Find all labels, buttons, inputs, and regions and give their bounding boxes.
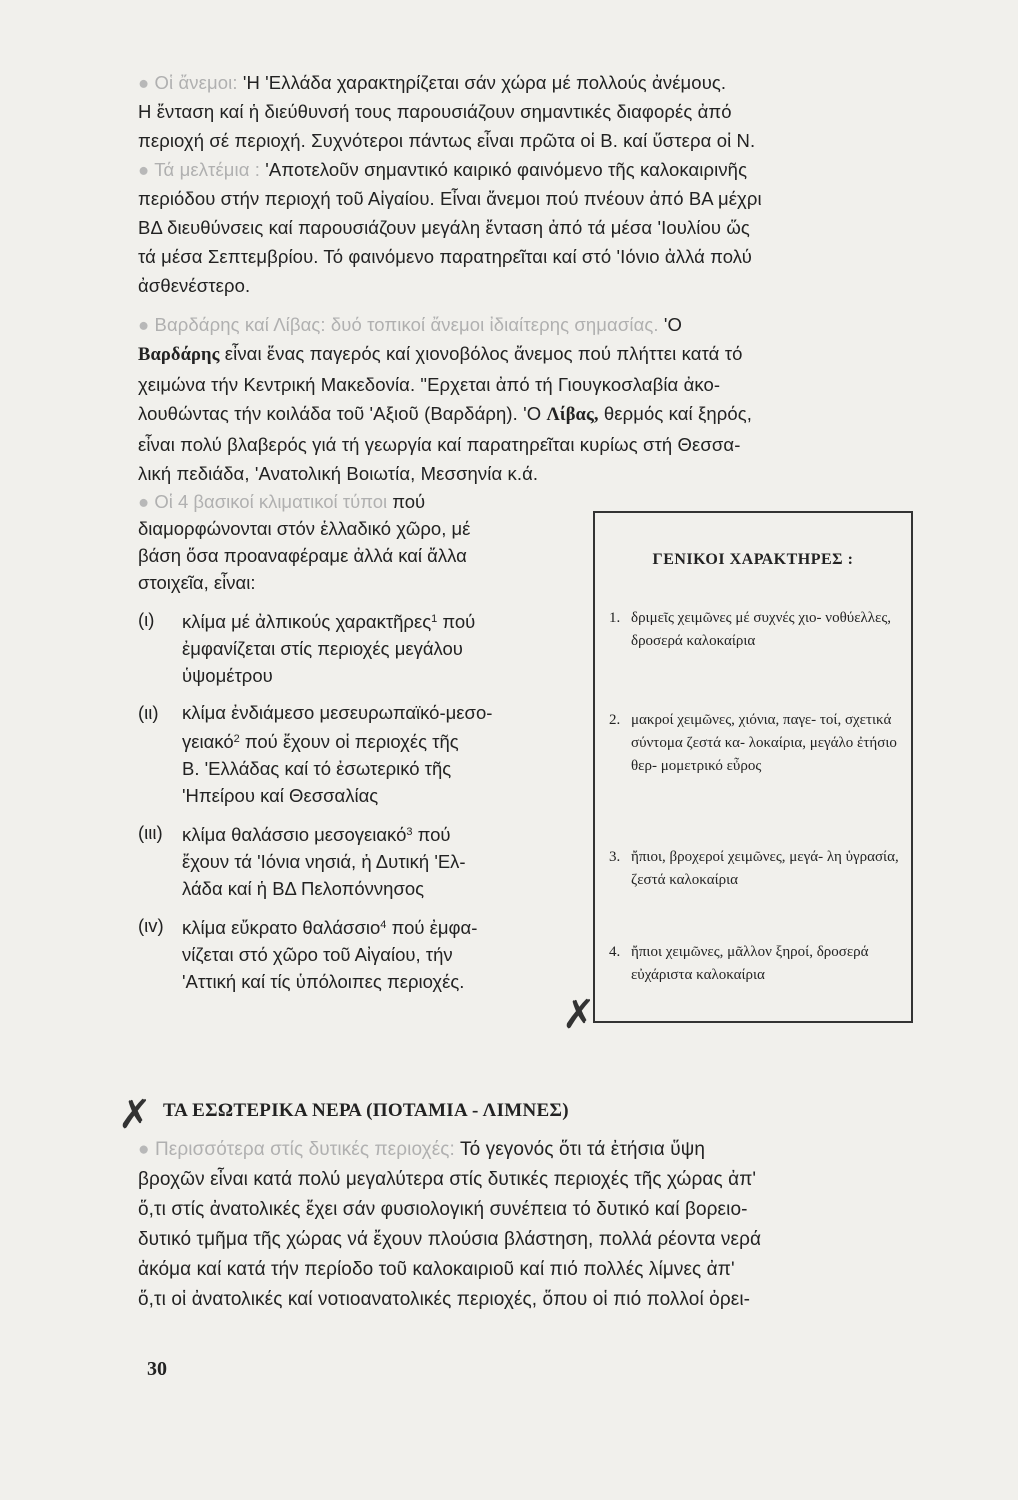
types-intro-4: στοιχεῖα, εἶναι: <box>138 572 256 593</box>
climate-type-4 <box>138 912 578 995</box>
box-title: ΓΕΝΙΚΟΙ ΧΑΡΑΚΤΗΡΕΣ : <box>652 551 854 568</box>
vardaris-line-4-start: λουθώντας τήν κοιλάδα τοῦ 'Αξιοῦ (Βαρδάρη). 'Ο <box>138 403 542 424</box>
handwritten-x-mark-icon: ✗ <box>562 992 596 1038</box>
climate-type-2 <box>138 699 578 809</box>
item-text: κλίμα μέ ἀλπικούς χαρακτῆρες <box>182 611 432 632</box>
box-item-number: 4. <box>609 944 621 960</box>
types-intro-3: βάση ὅσα προαναφέραμε ἀλλά καί ἄλλα <box>138 545 467 566</box>
footnote-ref: 4 <box>380 919 387 931</box>
vardaris-line-2: εἶναι ἕνας παγερός καί χιονοβόλος ἄνεμος πού πλήττει κατά τό <box>224 343 743 364</box>
item-number: (ιιι) <box>138 822 163 843</box>
handwritten-x-mark-icon: ✗ <box>118 1092 152 1138</box>
item-text: ἐμφανίζεται στίς περιοχές μεγάλου <box>182 638 463 659</box>
item-number: (ι) <box>138 609 155 630</box>
item-text: κλίμα εὔκρατο θαλάσσιο <box>182 917 381 938</box>
inland-lead: Περισσότερα στίς δυτικές περιοχές: <box>154 1139 455 1160</box>
box-item-4 <box>609 941 901 987</box>
item-text: 'Ηπείρου καί Θεσσαλίας <box>182 785 379 806</box>
item-number: (ιv) <box>138 915 164 936</box>
box-item-text: δριμεῖς χειμῶνες μέ συχνές χιο- νοθύελλες, δροσερά καλοκαίρια <box>631 610 892 649</box>
box-item-number: 3. <box>609 849 621 865</box>
item-text: 'Αττική καί τίς ὑπόλοιπες περιοχές. <box>182 971 465 992</box>
footnote-ref: 1 <box>431 613 438 625</box>
item-text: κλίμα θαλάσσιο μεσογειακό <box>182 824 407 845</box>
vardaris-line-1-tail: 'Ο <box>663 314 683 335</box>
meltemia-line-1: 'Αποτελοῦν σημαντικό καιρικό φαινόμενο τῆς καλοκαιρινῆς <box>265 159 748 180</box>
types-intro-2: διαμορφώνονται στόν ἑλλαδικό χῶρο, μέ <box>138 518 471 539</box>
vardaris-name: Βαρδάρης <box>138 345 220 365</box>
footnote-ref: 2 <box>233 733 240 745</box>
meltemia-line-2: περιόδου στήν περιοχή τοῦ Αἰγαίου. Εἶναι ἄνεμοι πού πνέουν ἀπό ΒΑ μέχρι <box>138 188 762 209</box>
types-lead: Οἱ 4 βασικοί κλιματικοί τύποι <box>154 491 388 512</box>
box-item-3 <box>609 846 901 892</box>
inland-waters-paragraph <box>138 1135 918 1315</box>
inland-line-4: δυτικό τμῆμα τῆς χώρας νά ἔχουν πλούσια βλάστηση, πολλά ρέοντα νερά <box>138 1229 762 1250</box>
item-text: πού ἔχουν οἱ περιοχές τῆς <box>244 731 459 752</box>
climate-types <box>138 488 578 995</box>
winds-line-2: Η ἔνταση καί ἡ διεύθυνσή τους παρουσιάζουν σημαντικές διαφορές ἀπό <box>138 101 732 122</box>
bullet-icon: ● <box>138 159 150 180</box>
box-item-number: 1. <box>609 610 621 626</box>
inland-line-5: ἀκόμα καί κατά τήν περίοδο τοῦ καλοκαιριοῦ καί πιό πολλές λίμνες ἀπ' <box>138 1259 735 1280</box>
inland-line-1: Τό γεγονός ὅτι τά ἐτήσια ὕψη <box>459 1139 705 1160</box>
inland-line-2: βροχῶν εἶναι κατά πολύ μεγαλύτερα στίς δυτικές περιοχές τῆς χώρας ἀπ' <box>138 1169 757 1190</box>
box-item-number: 2. <box>609 712 621 728</box>
page-number: 30 <box>147 1358 167 1380</box>
item-text: κλίμα ἐνδιάμεσο μεσευρωπαϊκό-μεσο- <box>182 702 493 723</box>
winds-line-3: περιοχή σέ περιοχή. Συχνότεροι πάντως εἶναι πρῶτα οἱ Β. καί ὕστερα οἱ Ν. <box>138 130 756 151</box>
item-text: ἔχουν τά 'Ιόνια νησιά, ἡ Δυτική 'Ελ- <box>182 851 466 872</box>
item-text: Β. 'Ελλάδας καί τό ἐσωτερικό τῆς <box>182 758 452 779</box>
vardaris-line-5: εἶναι πολύ βλαβερός γιά τή γεωργία καί παρατηρεῖται κυρίως στή Θεσσα- <box>138 434 741 455</box>
box-item-1 <box>609 607 901 653</box>
box-item-text: μακροί χειμῶνες, χιόνια, παγε- τοί, σχετικά σύντομα ζεστά κα- λοκαίρια, μεγάλο ἐτήσιο θερ- μομετρικό εὖρος <box>631 712 897 774</box>
winds-line-1: 'Η 'Ελλάδα χαρακτηρίζεται σάν χώρα μέ πολλούς ἀνέμους. <box>242 72 727 93</box>
inland-line-3: ὅ,τι στίς ἀνατολικές ἔχει σάν φυσιολογική συνέπεια τό δυτικό καί βορειο- <box>138 1199 748 1220</box>
meltemia-paragraph <box>138 155 918 300</box>
bullet-icon: ● <box>138 72 150 93</box>
item-text: πού ἐμφα- <box>391 917 478 938</box>
item-text: γειακό <box>182 731 234 752</box>
box-item-2 <box>609 709 901 778</box>
bullet-icon: ● <box>138 314 150 335</box>
bullet-icon: ● <box>138 491 150 512</box>
item-text: λάδα καί ἡ ΒΔ Πελοπόννησος <box>182 878 425 899</box>
meltemia-line-4: τά μέσα Σεπτεμβρίου. Τό φαινόμενο παρατηρεῖται καί στό 'Ιόνιο ἀλλά πολύ <box>138 246 752 267</box>
meltemia-lead: Τά μελτέμια : <box>154 159 261 180</box>
bullet-icon: ● <box>138 1139 150 1160</box>
box-item-text: ἤπιοι χειμῶνες, μᾶλλον ξηροί, δροσερά εὐχάριστα καλοκαίρια <box>631 944 869 983</box>
item-number: (ιι) <box>138 702 159 723</box>
meltemia-line-3: ΒΔ διευθύνσεις καί παρουσιάζουν μεγάλη ἔνταση ἀπό τά μέσα 'Ιουλίου ὥς <box>138 217 750 238</box>
general-characteristics-box <box>593 511 913 1023</box>
climate-type-1 <box>138 606 578 689</box>
vardaris-paragraph <box>138 310 918 488</box>
vardaris-line-3: χειμώνα τήν Κεντρική Μακεδονία. "Ερχεται ἀπό τή Γιουγκοσλαβία ἀκο- <box>138 374 721 395</box>
vardaris-line-6: λική πεδιάδα, 'Ανατολική Βοιωτία, Μεσσηνία κ.ά. <box>138 463 539 484</box>
winds-paragraph <box>138 68 918 155</box>
box-item-text: ἤπιοι, βροχεροί χειμῶνες, μεγά- λη ὑγρασία, ζεστά καλοκαίρια <box>631 849 899 888</box>
winds-lead: Οἱ ἄνεμοι: <box>154 72 238 93</box>
item-text: νίζεται στό χῶρο τοῦ Αἰγαίου, τήν <box>182 944 453 965</box>
livas-name: Λίβας, <box>546 405 599 425</box>
footnote-ref: 3 <box>406 826 413 838</box>
item-text: πού <box>442 611 476 632</box>
item-text: πού <box>417 824 451 845</box>
vardaris-lead: Βαρδάρης καί Λίβας: δυό τοπικοί ἄνεμοι ἰδιαίτερης σημασίας. <box>154 314 659 335</box>
meltemia-line-5: ἀσθενέστερο. <box>138 275 251 296</box>
vardaris-line-4-end: θερμός καί ξηρός, <box>603 403 753 424</box>
climate-type-3 <box>138 819 578 902</box>
inland-line-6: ὅ,τι οἱ ἀνατολικές καί νοτιοανατολικές περιοχές, ὅπου οἱ πιό πολλοί ὀρει- <box>138 1289 751 1310</box>
section-heading: ΤΑ ΕΣΩΤΕΡΙΚΑ ΝΕΡΑ (ΠΟΤΑΜΙΑ - ΛΙΜΝΕΣ) <box>163 1100 569 1121</box>
types-intro-1: πού <box>392 491 426 512</box>
item-text: ὑψομέτρου <box>182 665 273 686</box>
